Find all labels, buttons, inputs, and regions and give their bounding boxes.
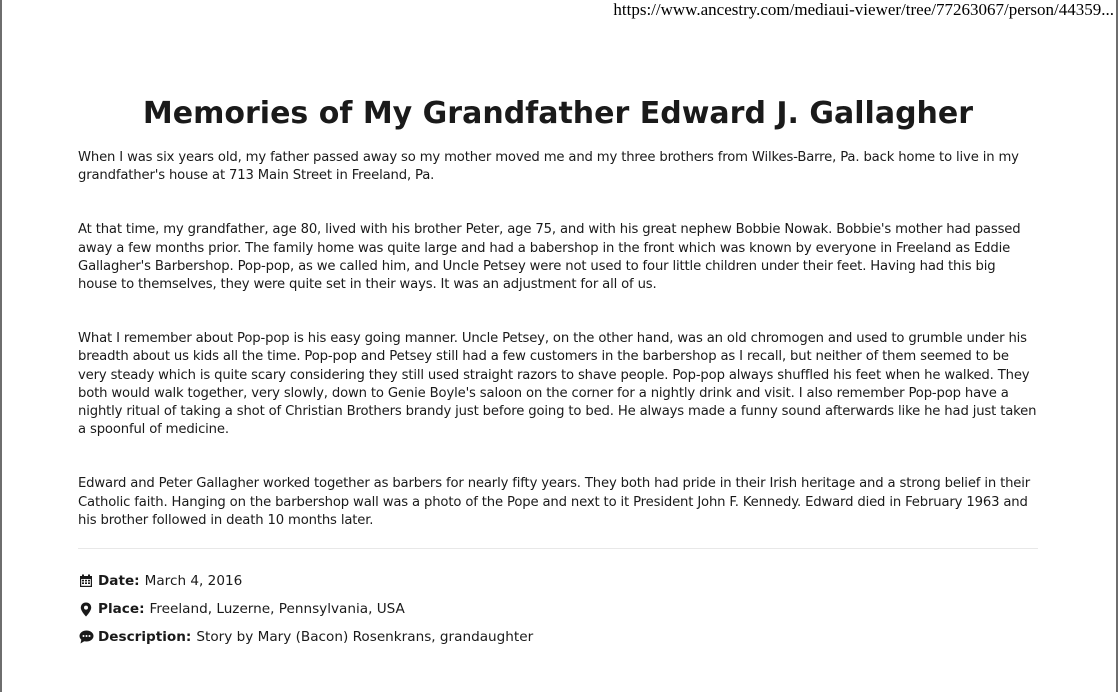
meta-place-label: Place: [98, 601, 145, 618]
comment-icon [78, 629, 94, 645]
page-url: https://www.ancestry.com/mediaui-viewer/tree/77263067/person/44359... [613, 0, 1114, 19]
meta-description [78, 627, 1038, 647]
meta-description-label: Description: [98, 629, 192, 646]
story-paragraph-3: What I remember about Pop-pop is his easy going manner. Uncle Petsey, on the other hand, was an old chromogen and used to grumble under his breadth about us kids all the time. Pop-pop and Petsey still had a few customers in the barbershop as I recall, but neither of them seemed to be very steady which is quite scary considering they still used straight razors to shave people. Pop-pop always shuffled his feet when he walked. They both would walk together, very slowly, down to Genie Boyle's saloon on the corner for a nightly drink and visit. I also remember Pop-pop have a nightly ritual of taking a shot of Christian Brothers brandy just before going to bed. He always made a funny sound afterwards like he had just taken a spoonful of medicine. [78, 331, 1037, 438]
divider [78, 548, 1038, 549]
story-content [78, 149, 1038, 655]
meta-description-value: Story by Mary (Bacon) Rosenkrans, grandaughter [196, 629, 534, 646]
story-paragraph-4: Edward and Peter Gallagher worked together as barbers for nearly fifty years. They both had pride in their Irish heritage and a strong belief in their Catholic faith. Hanging on the barbershop wall was a photo of the Pope and next to it President John F. Kennedy. Edward died in February 1963 and his brother followed in death 10 months later. [78, 476, 1031, 528]
meta-place-value: Freeland, Luzerne, Pennsylvania, USA [149, 601, 405, 618]
calendar-icon [78, 573, 94, 589]
meta-date-label: Date: [98, 573, 140, 590]
meta-date [78, 571, 1038, 591]
story-paragraph-2: At that time, my grandfather, age 80, lived with his brother Peter, age 75, and with his great nephew Bobbie Nowak. Bobbie's mother had passed away a few months prior. The family home was quite large and had a babershop in the front which was known by everyone in Freeland as Eddie Gallagher's Barbershop. Pop-pop, as we called him, and Uncle Petsey were not used to four little children under their feet. Having had this big house to themselves, they were quite set in their ways. It was an adjustment for all of us. [78, 222, 1021, 293]
meta-place [78, 599, 1038, 619]
story-title: Memories of My Grandfather Edward J. Gallagher [142, 96, 974, 131]
story-paragraph-1: When I was six years old, my father passed away so my mother moved me and my three brothers from Wilkes-Barre, Pa. back home to live in my grandfather's house at 713 Main Street in Freeland, Pa. [78, 150, 1019, 184]
window-border-right [1116, 0, 1118, 692]
map-marker-icon [78, 601, 94, 617]
meta-date-value: March 4, 2016 [144, 573, 243, 590]
